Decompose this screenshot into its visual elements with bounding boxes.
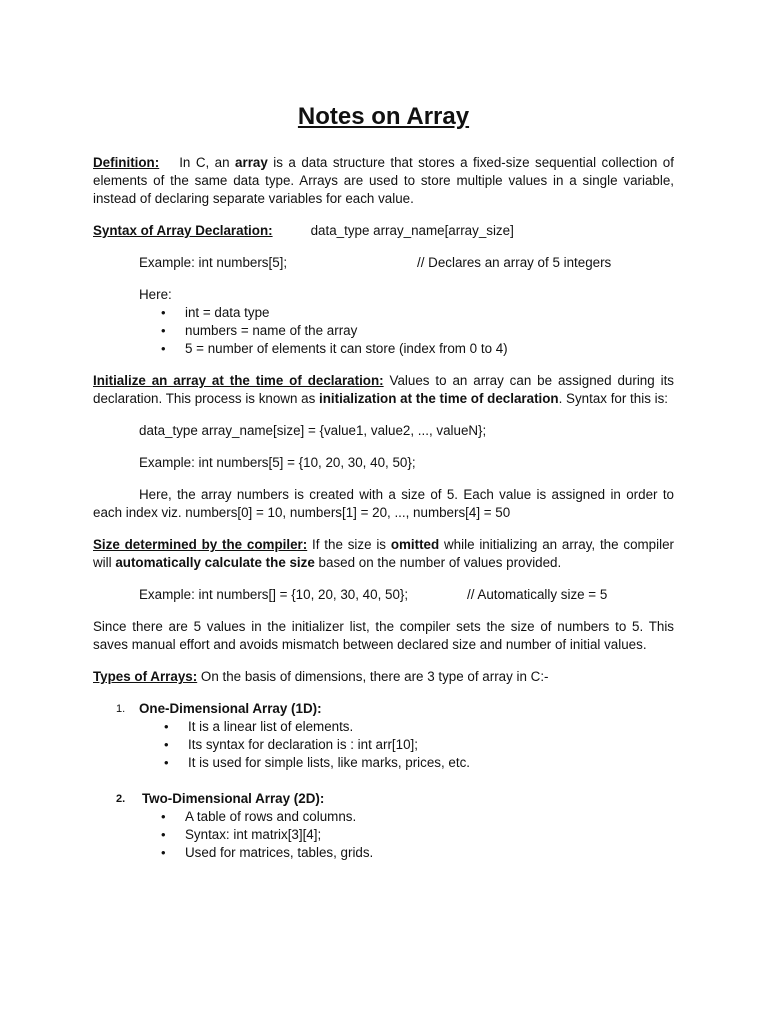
initialize-explanation-rest: to each index viz. numbers[0] = 10, numbers[1] = 20, ..., numbers[4] = 50: [93, 487, 674, 520]
list-item: • It is a linear list of elements.: [93, 718, 674, 736]
type-heading: [93, 700, 674, 718]
initialize-syntax-line: data_type array_name[size] = {value1, value2, ..., valueN};: [139, 423, 487, 438]
list-item: [93, 700, 674, 772]
type-heading: [93, 790, 674, 808]
size-bold-1: omitted: [390, 537, 440, 552]
size-example-comment: // Automatically size = 5: [467, 587, 608, 602]
initialize-example-line: Example: int numbers[5] = {10, 20, 30, 40, 50};: [139, 455, 416, 470]
initialize-explanation: [93, 486, 674, 522]
type-bullet-list: [93, 718, 674, 772]
size-text-2: while initializing an array, the compiler will: [93, 537, 674, 570]
list-item: • A table of rows and columns.: [93, 808, 674, 826]
syntax-example-line: [93, 254, 674, 272]
document-page: [93, 100, 674, 880]
size-example: Example: int numbers[] = {10, 20, 30, 40, 50};: [139, 587, 409, 602]
syntax-label: Syntax of Array Declaration:: [93, 223, 273, 238]
syntax-example-comment: // Declares an array of 5 integers: [417, 255, 612, 270]
size-label: Size determined by the compiler:: [93, 537, 308, 552]
here-bullet-list: [93, 304, 674, 358]
definition-paragraph: [93, 154, 674, 208]
initialize-text-before: Values to an array can be assigned during its declaration. This process is known as: [93, 373, 674, 406]
list-item: • numbers = name of the array: [93, 322, 674, 340]
initialize-paragraph: [93, 372, 674, 408]
size-text-3: based on the number of values provided.: [318, 555, 562, 570]
page-title: Notes on Array: [297, 103, 470, 130]
definition-text-after: is a data structure that stores a fixed-size sequential collection of elements of the same data type. Arrays are used to store multiple values in a single variable, instead of declaring separate variables for each value.: [93, 155, 674, 206]
list-item: • Its syntax for declaration is : int arr[10];: [93, 736, 674, 754]
initialize-text-after: . Syntax for this is:: [558, 391, 669, 406]
size-explanation: Since there are 5 values in the initializer list, the compiler sets the size of numbers to 5. This saves manual effort and avoids mismatch between declared size and number of initial values.: [93, 619, 674, 652]
initialize-explanation-first: Here, the array numbers is created with a size of 5. Each value is assigned in order: [139, 487, 658, 502]
list-item: • Used for matrices, tables, grids.: [93, 844, 674, 862]
list-item: • Syntax: int matrix[3][4];: [93, 826, 674, 844]
types-numbered-list: [93, 700, 674, 862]
types-label: Types of Arrays:: [93, 669, 198, 684]
list-number: 2.: [116, 793, 126, 805]
here-block: [93, 286, 674, 358]
syntax-value: data_type array_name[array_size]: [310, 223, 514, 238]
types-text: On the basis of dimensions, there are 3 type of array in C:-: [200, 669, 549, 684]
type-heading-text: One-Dimensional Array (1D):: [139, 701, 322, 716]
size-bold-2: automatically calculate the size: [115, 555, 315, 570]
syntax-line: [93, 222, 674, 240]
size-text-1: If the size is: [312, 537, 387, 552]
size-example-line: [93, 586, 674, 604]
list-item: • 5 = number of elements it can store (index from 0 to 4): [93, 340, 674, 358]
here-label: Here:: [139, 287, 172, 302]
list-item: • int = data type: [93, 304, 674, 322]
types-paragraph: [93, 668, 674, 686]
size-paragraph: [93, 536, 674, 572]
syntax-example: Example: int numbers[5];: [139, 255, 288, 270]
list-item: [93, 790, 674, 862]
type-heading-text: Two-Dimensional Array (2D):: [142, 791, 325, 806]
definition-label: Definition:: [93, 155, 160, 170]
type-bullet-list: [93, 808, 674, 862]
initialize-bold-phrase: initialization at the time of declaration: [319, 391, 559, 406]
definition-text-before: In C, an: [179, 155, 230, 170]
list-item: • It is used for simple lists, like marks, prices, etc.: [93, 754, 674, 772]
initialize-label: Initialize an array at the time of declaration:: [93, 373, 384, 388]
list-number: 1.: [116, 703, 126, 715]
definition-bold-word: array: [235, 155, 268, 170]
